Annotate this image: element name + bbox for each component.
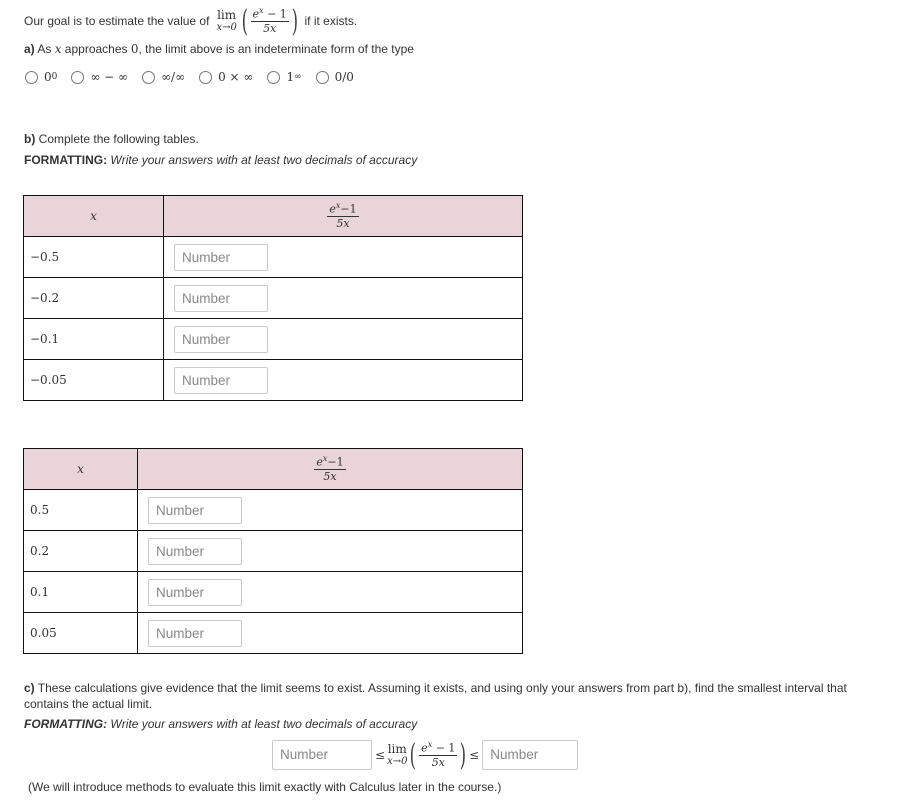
var-x: x — [54, 42, 62, 56]
option-label: ∞ − ∞ — [90, 70, 129, 84]
lim-word: lim — [387, 741, 407, 756]
number-input[interactable]: Number — [174, 244, 268, 271]
table-row — [24, 572, 523, 613]
answer-cell — [164, 237, 523, 278]
part-c-label: c) — [24, 681, 35, 695]
option-0-over-0[interactable] — [316, 70, 354, 84]
number-input[interactable]: Number — [148, 579, 242, 606]
radio-button[interactable] — [25, 71, 38, 84]
answer-cell — [138, 613, 523, 654]
option-label: 0/0 — [334, 70, 354, 84]
x-value: −0.1 — [24, 319, 164, 360]
option-label: 0 × ∞ — [218, 70, 254, 84]
answer-cell — [164, 319, 523, 360]
intro-suffix: if it exists. — [304, 14, 358, 28]
right-paren: ) — [460, 737, 467, 773]
part-a-label: a) — [24, 42, 35, 56]
radio-button[interactable] — [316, 71, 329, 84]
option-superscript: ∞ — [294, 72, 302, 82]
header-fx — [138, 449, 523, 490]
leq-symbol: ≤ — [469, 748, 480, 762]
interval-row — [272, 738, 578, 772]
table-row — [24, 278, 523, 319]
header-x-label: x — [90, 209, 97, 223]
formatting-label: FORMATTING: — [24, 717, 108, 731]
part-b-text: Complete the following tables. — [35, 132, 199, 146]
formatting-text: Write your answers with at least two decimals of accuracy — [107, 153, 418, 167]
numerator-exponent: x — [259, 6, 264, 16]
part-a-text-3: , the limit above is an indeterminate form of the type — [138, 42, 414, 56]
part-b-label: b) — [24, 132, 36, 146]
number-input[interactable]: Number — [174, 367, 268, 394]
lim-subscript: x→0 — [387, 756, 408, 768]
part-c-formatting — [24, 717, 417, 731]
number-input[interactable]: Number — [148, 497, 242, 524]
intro-prefix: Our goal is to estimate the value of — [24, 14, 210, 28]
header-fraction — [327, 202, 358, 230]
table-row — [24, 237, 523, 278]
option-inf-over-inf[interactable] — [142, 70, 185, 84]
option-label: 1 — [286, 70, 295, 84]
table-row — [24, 319, 523, 360]
answer-cell — [138, 531, 523, 572]
header-x — [24, 196, 164, 237]
table-negative-x — [23, 195, 523, 401]
header-num-base: e — [316, 455, 323, 469]
part-c-text — [24, 680, 884, 712]
denominator: 5x — [263, 22, 277, 36]
numerator-rest: − 1 — [263, 7, 287, 21]
part-a-question — [24, 42, 414, 56]
number-input[interactable]: Number — [148, 538, 242, 565]
option-label: ∞/∞ — [161, 70, 186, 84]
header-x — [24, 449, 138, 490]
left-paren: ( — [410, 737, 417, 773]
table-positive-x — [23, 448, 523, 654]
option-superscript: 0 — [51, 72, 58, 82]
table-row — [24, 490, 523, 531]
formatting-label: FORMATTING: — [24, 153, 108, 167]
radio-button[interactable] — [199, 71, 212, 84]
x-value: 0.05 — [24, 613, 138, 654]
limit-expression — [387, 743, 407, 767]
part-b-formatting — [24, 153, 417, 167]
numerator-base: e — [421, 741, 428, 755]
part-c-note: (We will introduce methods to evaluate this limit exactly with Calculus later in the course.) — [28, 780, 502, 794]
header-den: 5x — [336, 217, 350, 231]
radio-button[interactable] — [142, 71, 155, 84]
table-row — [24, 613, 523, 654]
lim-subscript: x→0 — [216, 22, 237, 34]
limit-expression — [216, 9, 236, 33]
left-paren: ( — [241, 3, 248, 39]
intro-line — [24, 3, 358, 39]
x-value: 0.2 — [24, 531, 138, 572]
answer-cell — [138, 572, 523, 613]
number-input[interactable]: Number — [148, 620, 242, 647]
right-paren: ) — [291, 3, 298, 39]
leq-symbol: ≤ — [375, 748, 386, 762]
indeterminate-options — [25, 70, 368, 84]
denominator: 5x — [431, 756, 445, 770]
numerator-exponent: x — [427, 740, 433, 750]
header-den: 5x — [323, 470, 337, 484]
table-header-row — [24, 449, 523, 490]
part-c-line2: contains the actual limit. — [24, 697, 153, 711]
numerator-rest: − 1 — [432, 741, 456, 755]
x-value: 0.5 — [24, 490, 138, 531]
upper-bound-input[interactable]: Number — [482, 740, 578, 770]
option-inf-minus-inf[interactable] — [71, 70, 128, 84]
header-num-base: e — [329, 202, 336, 216]
part-b-instructions — [24, 132, 199, 146]
x-value: −0.05 — [24, 360, 164, 401]
header-num-rest: −1 — [327, 455, 344, 469]
number-input[interactable]: Number — [174, 326, 268, 353]
option-0-pow-0[interactable] — [25, 70, 57, 84]
part-c-line1: These calculations give evidence that the limit seems to exist. Assuming it exists, and using only your answers from part b), find the smallest interval that — [34, 681, 847, 695]
header-x-label: x — [77, 462, 84, 476]
option-1-pow-inf[interactable] — [267, 70, 301, 84]
option-label: 0 — [44, 70, 52, 84]
header-fraction — [314, 455, 345, 483]
header-num-rest: −1 — [340, 202, 357, 216]
formatting-text: Write your answers with at least two decimals of accuracy — [107, 717, 418, 731]
header-num-exp: x — [322, 454, 328, 464]
answer-cell — [138, 490, 523, 531]
table-header-row — [24, 196, 523, 237]
x-value: −0.5 — [24, 237, 164, 278]
option-0-times-inf[interactable] — [199, 70, 253, 84]
limit-fraction — [251, 7, 289, 35]
header-num-exp: x — [335, 201, 341, 211]
zero: 0 — [130, 42, 139, 56]
limit-fraction — [419, 741, 457, 769]
x-value: −0.2 — [24, 278, 164, 319]
radio-button[interactable] — [267, 71, 280, 84]
answer-cell — [164, 278, 523, 319]
header-fx — [164, 196, 523, 237]
number-input[interactable]: Number — [174, 285, 268, 312]
answer-cell — [164, 360, 523, 401]
radio-button[interactable] — [71, 71, 84, 84]
part-a-text-1: As — [34, 42, 55, 56]
part-a-text-2: approaches — [61, 42, 131, 56]
lower-bound-input[interactable]: Number — [272, 740, 372, 770]
numerator-base: e — [252, 7, 260, 21]
x-value: 0.1 — [24, 572, 138, 613]
lim-word: lim — [217, 7, 237, 22]
table-row — [24, 360, 523, 401]
table-row — [24, 531, 523, 572]
